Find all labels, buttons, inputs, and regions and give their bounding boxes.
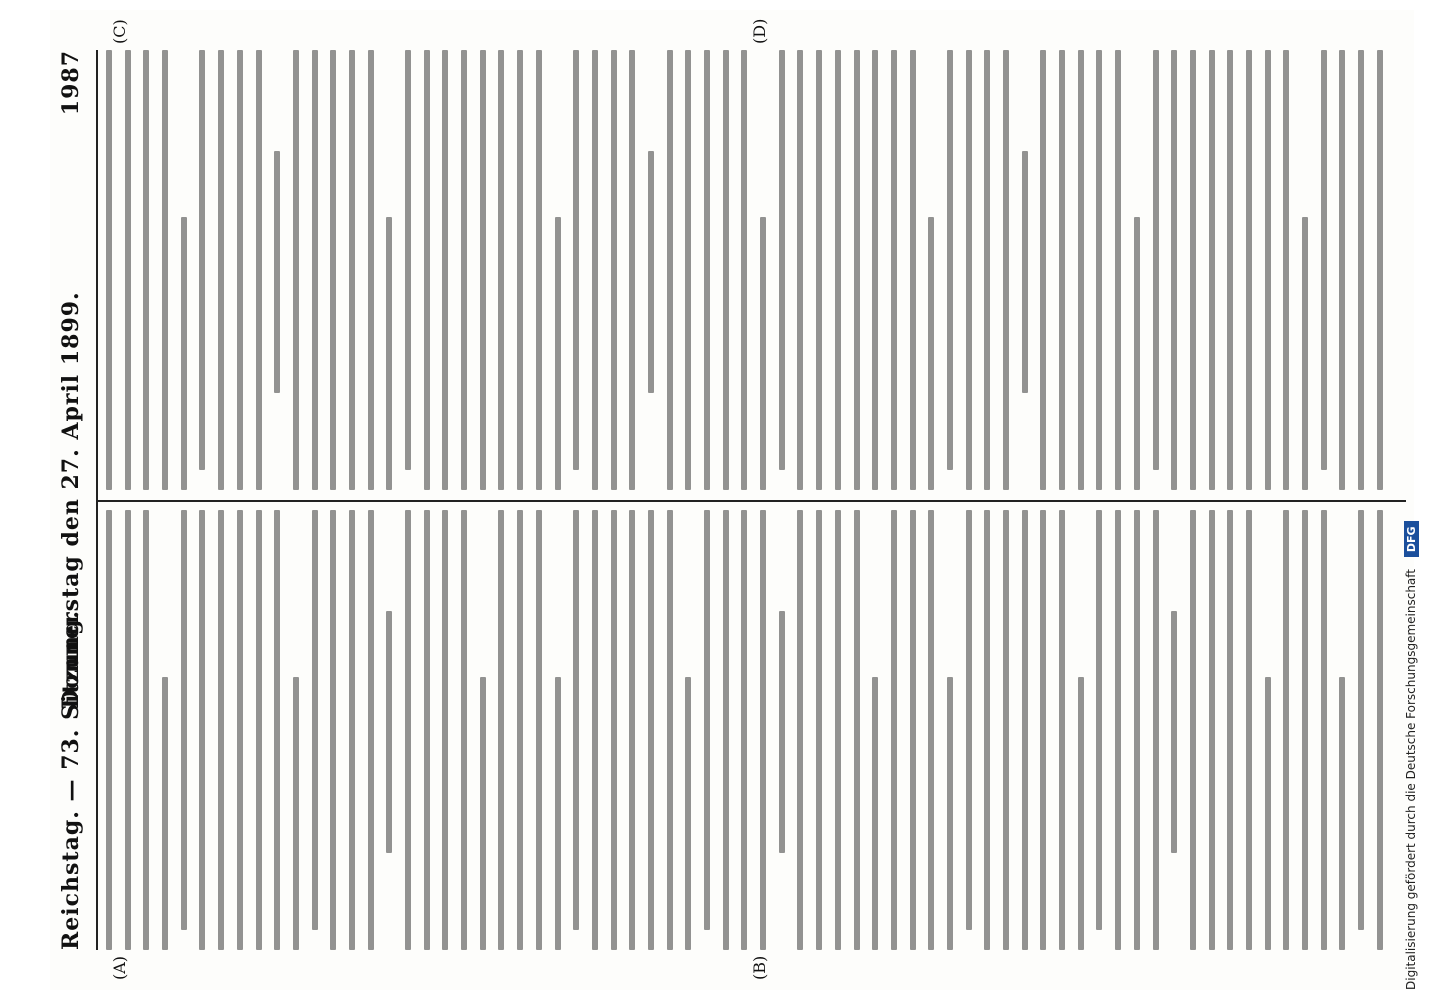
- text-line: [1171, 611, 1177, 853]
- text-line: [555, 217, 561, 490]
- text-line: [218, 510, 224, 950]
- text-line: [162, 50, 168, 490]
- text-line: [312, 50, 318, 490]
- header-date: Donnerstag den 27. April 1899.: [58, 291, 84, 709]
- text-line: [293, 50, 299, 490]
- text-line: [312, 510, 318, 930]
- text-line: [349, 50, 355, 490]
- text-line: [1358, 510, 1364, 930]
- text-line: [891, 50, 897, 490]
- margin-marker-b: (B): [750, 955, 769, 980]
- text-line: [760, 217, 766, 490]
- text-line: [947, 50, 953, 470]
- text-line: [237, 50, 243, 490]
- text-line: [480, 677, 486, 950]
- text-line: [704, 50, 710, 490]
- digitization-text: Digitalisierung gefördert durch die Deutsche Forschungsgemeinschaft: [1404, 568, 1418, 990]
- text-line: [723, 50, 729, 490]
- text-line: [928, 217, 934, 490]
- text-line: [1321, 50, 1327, 470]
- text-line: [910, 50, 916, 490]
- rotated-newspaper-page: [50, 10, 1414, 990]
- text-line: [1078, 677, 1084, 950]
- text-line: [872, 50, 878, 490]
- text-line: [199, 510, 205, 950]
- page-header: [50, 50, 90, 950]
- text-line: [966, 50, 972, 490]
- text-line: [461, 510, 467, 950]
- text-line: [256, 510, 262, 950]
- text-line: [1115, 510, 1121, 950]
- text-line: [1040, 510, 1046, 950]
- text-line: [1227, 510, 1233, 950]
- text-line: [816, 510, 822, 950]
- text-line: [386, 611, 392, 853]
- text-line: [797, 510, 803, 950]
- text-line: [498, 510, 504, 950]
- text-line: [741, 510, 747, 950]
- text-line: [928, 510, 934, 950]
- margin-marker-d: (D): [750, 18, 769, 44]
- text-line: [480, 50, 486, 490]
- text-line: [573, 510, 579, 930]
- text-line: [368, 50, 374, 490]
- text-line: [1190, 510, 1196, 950]
- text-line: [1265, 50, 1271, 490]
- text-line: [405, 510, 411, 950]
- text-line: [1153, 510, 1159, 950]
- text-line: [461, 50, 467, 490]
- dfg-logo: DFG: [1404, 521, 1419, 557]
- text-line: [1022, 151, 1028, 393]
- text-line: [629, 510, 635, 950]
- text-line: [1134, 217, 1140, 490]
- margin-marker-a: (A): [110, 955, 129, 980]
- text-line: [667, 50, 673, 490]
- text-line: [1246, 510, 1252, 950]
- text-line: [1190, 50, 1196, 490]
- text-line: [517, 50, 523, 490]
- text-line: [872, 677, 878, 950]
- text-line: [854, 510, 860, 950]
- text-line: [1003, 50, 1009, 490]
- text-line: [1283, 50, 1289, 490]
- text-line: [1302, 217, 1308, 490]
- text-line: [517, 510, 523, 950]
- text-line: [293, 677, 299, 950]
- text-line: [218, 50, 224, 490]
- text-line: [667, 510, 673, 950]
- text-line: [1096, 50, 1102, 490]
- text-line: [723, 510, 729, 950]
- text-line: [106, 50, 112, 490]
- text-line: [274, 151, 280, 393]
- text-line: [1283, 510, 1289, 950]
- text-line: [1246, 50, 1252, 490]
- text-line: [162, 677, 168, 950]
- text-line: [779, 611, 785, 853]
- text-line: [648, 151, 654, 393]
- text-line: [816, 50, 822, 490]
- text-line: [386, 217, 392, 490]
- text-column-left: [106, 510, 1406, 950]
- text-line: [498, 50, 504, 490]
- text-line: [1003, 510, 1009, 950]
- column-divider: [96, 500, 1406, 502]
- text-line: [1339, 50, 1345, 490]
- text-line: [1153, 50, 1159, 470]
- text-line: [592, 50, 598, 490]
- text-line: [237, 510, 243, 950]
- text-line: [1339, 677, 1345, 950]
- text-line: [1134, 510, 1140, 950]
- text-line: [966, 510, 972, 930]
- text-line: [199, 50, 205, 470]
- text-line: [1059, 50, 1065, 490]
- header-left: Reichstag. — 73. Sitzung.: [58, 609, 84, 950]
- text-line: [1078, 50, 1084, 490]
- text-line: [125, 510, 131, 950]
- text-line: [1059, 510, 1065, 950]
- text-line: [256, 50, 262, 490]
- text-line: [536, 50, 542, 490]
- text-line: [1096, 510, 1102, 930]
- text-line: [330, 50, 336, 490]
- text-line: [424, 50, 430, 490]
- text-line: [891, 510, 897, 950]
- text-line: [349, 510, 355, 950]
- text-line: [1377, 510, 1383, 950]
- page-number: 1987: [58, 50, 84, 116]
- text-line: [181, 510, 187, 930]
- text-line: [1115, 50, 1121, 490]
- text-line: [1321, 510, 1327, 950]
- text-line: [424, 510, 430, 950]
- text-line: [741, 50, 747, 490]
- text-line: [1022, 510, 1028, 950]
- text-line: [797, 50, 803, 490]
- text-line: [106, 510, 112, 950]
- text-line: [368, 510, 374, 950]
- text-line: [181, 217, 187, 490]
- text-line: [536, 510, 542, 950]
- text-line: [1358, 50, 1364, 490]
- text-line: [685, 677, 691, 950]
- text-line: [629, 50, 635, 490]
- text-line: [405, 50, 411, 470]
- text-line: [555, 677, 561, 950]
- text-line: [947, 677, 953, 950]
- text-line: [611, 50, 617, 490]
- text-line: [592, 510, 598, 950]
- text-line: [1265, 677, 1271, 950]
- text-line: [1040, 50, 1046, 490]
- text-line: [573, 50, 579, 470]
- text-line: [854, 50, 860, 490]
- text-line: [442, 510, 448, 950]
- text-line: [143, 510, 149, 950]
- text-line: [760, 510, 766, 950]
- text-line: [685, 50, 691, 490]
- text-line: [779, 50, 785, 470]
- text-line: [1209, 50, 1215, 490]
- text-line: [125, 50, 131, 490]
- margin-marker-c: (C): [110, 19, 129, 44]
- text-line: [1302, 510, 1308, 950]
- text-column-right: [106, 50, 1406, 490]
- text-line: [984, 510, 990, 950]
- text-line: [330, 510, 336, 950]
- text-line: [1209, 510, 1215, 950]
- text-line: [1377, 50, 1383, 490]
- text-line: [1171, 50, 1177, 490]
- text-line: [274, 510, 280, 950]
- text-line: [910, 510, 916, 950]
- text-line: [835, 50, 841, 490]
- text-line: [704, 510, 710, 930]
- digitization-note: [1404, 10, 1428, 990]
- text-line: [143, 50, 149, 490]
- text-line: [648, 510, 654, 950]
- text-line: [611, 510, 617, 950]
- text-line: [835, 510, 841, 950]
- text-line: [442, 50, 448, 490]
- text-line: [984, 50, 990, 490]
- text-line: [1227, 50, 1233, 490]
